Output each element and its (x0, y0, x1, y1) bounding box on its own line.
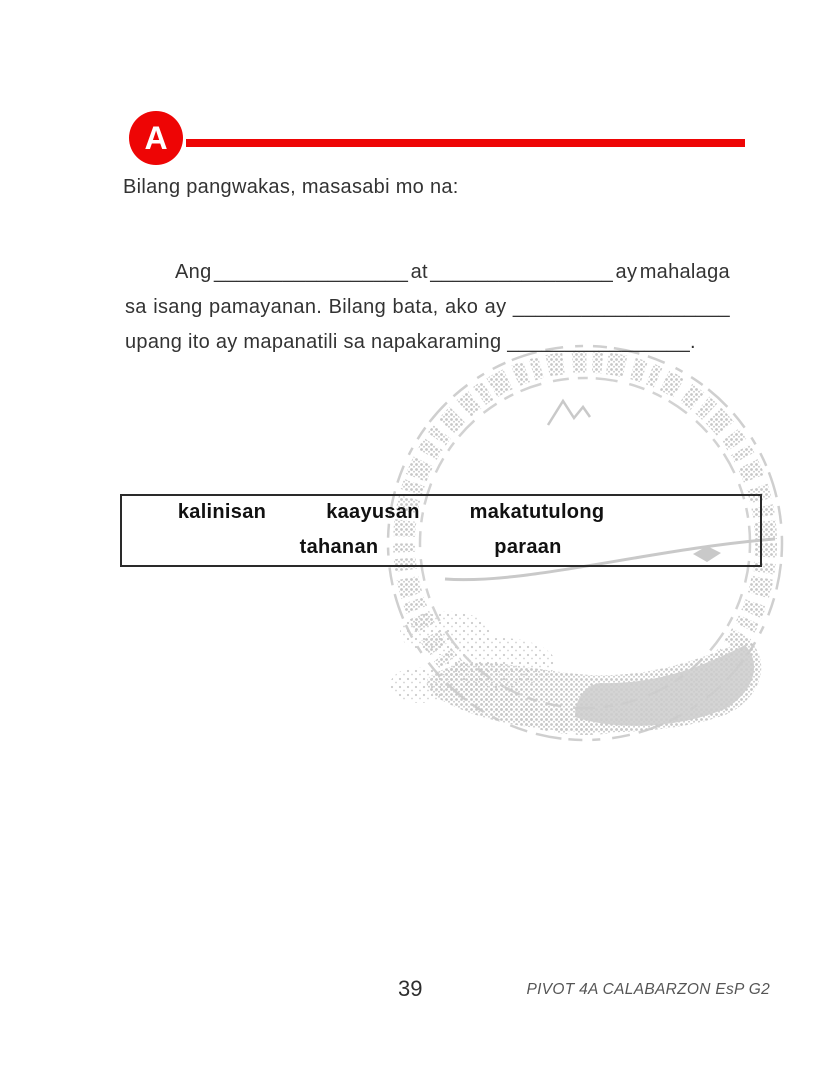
section-divider-line (186, 139, 745, 147)
section-letter: A (144, 119, 168, 156)
fill-blank: _________________ (213, 261, 409, 283)
word-bank-word: tahanan (299, 536, 379, 558)
paragraph-word: ay (615, 261, 638, 283)
paragraph-line-3: upang ito ay mapanatili sa napakaraming ________________. (125, 331, 696, 353)
fill-blank: ___________________ (512, 296, 730, 318)
word-bank-box (120, 494, 762, 567)
paragraph-line-2 (125, 290, 730, 325)
paragraph-word: ay (484, 296, 507, 318)
paragraph-word: Bilang (328, 296, 387, 318)
page-number: 39 (398, 976, 423, 1001)
intro-text: Bilang pangwakas, masasabi mo na: (123, 176, 459, 198)
word-bank-word: kalinisan (177, 501, 267, 523)
paragraph-word: sa (125, 296, 147, 318)
word-bank-word: makatutulong (469, 501, 605, 523)
paragraph-word: bata, (392, 296, 439, 318)
paragraph-word: pamayanan. (209, 296, 323, 318)
fill-blank: ________________ (430, 261, 614, 283)
paragraph-word: at (410, 261, 428, 283)
word-bank-word: kaayusan (326, 501, 420, 523)
word-bank-word: paraan (494, 536, 562, 558)
paragraph-word: ako (445, 296, 479, 318)
section-marker-circle (129, 111, 183, 165)
paragraph-word: Ang (175, 261, 212, 283)
fill-in-paragraph (125, 255, 730, 360)
footer-edition-label: PIVOT 4A CALABARZON EsP G2 (526, 981, 770, 998)
paragraph-word: mahalaga (639, 261, 730, 283)
paragraph-word: isang (153, 296, 203, 318)
paragraph-line-1 (125, 255, 730, 290)
